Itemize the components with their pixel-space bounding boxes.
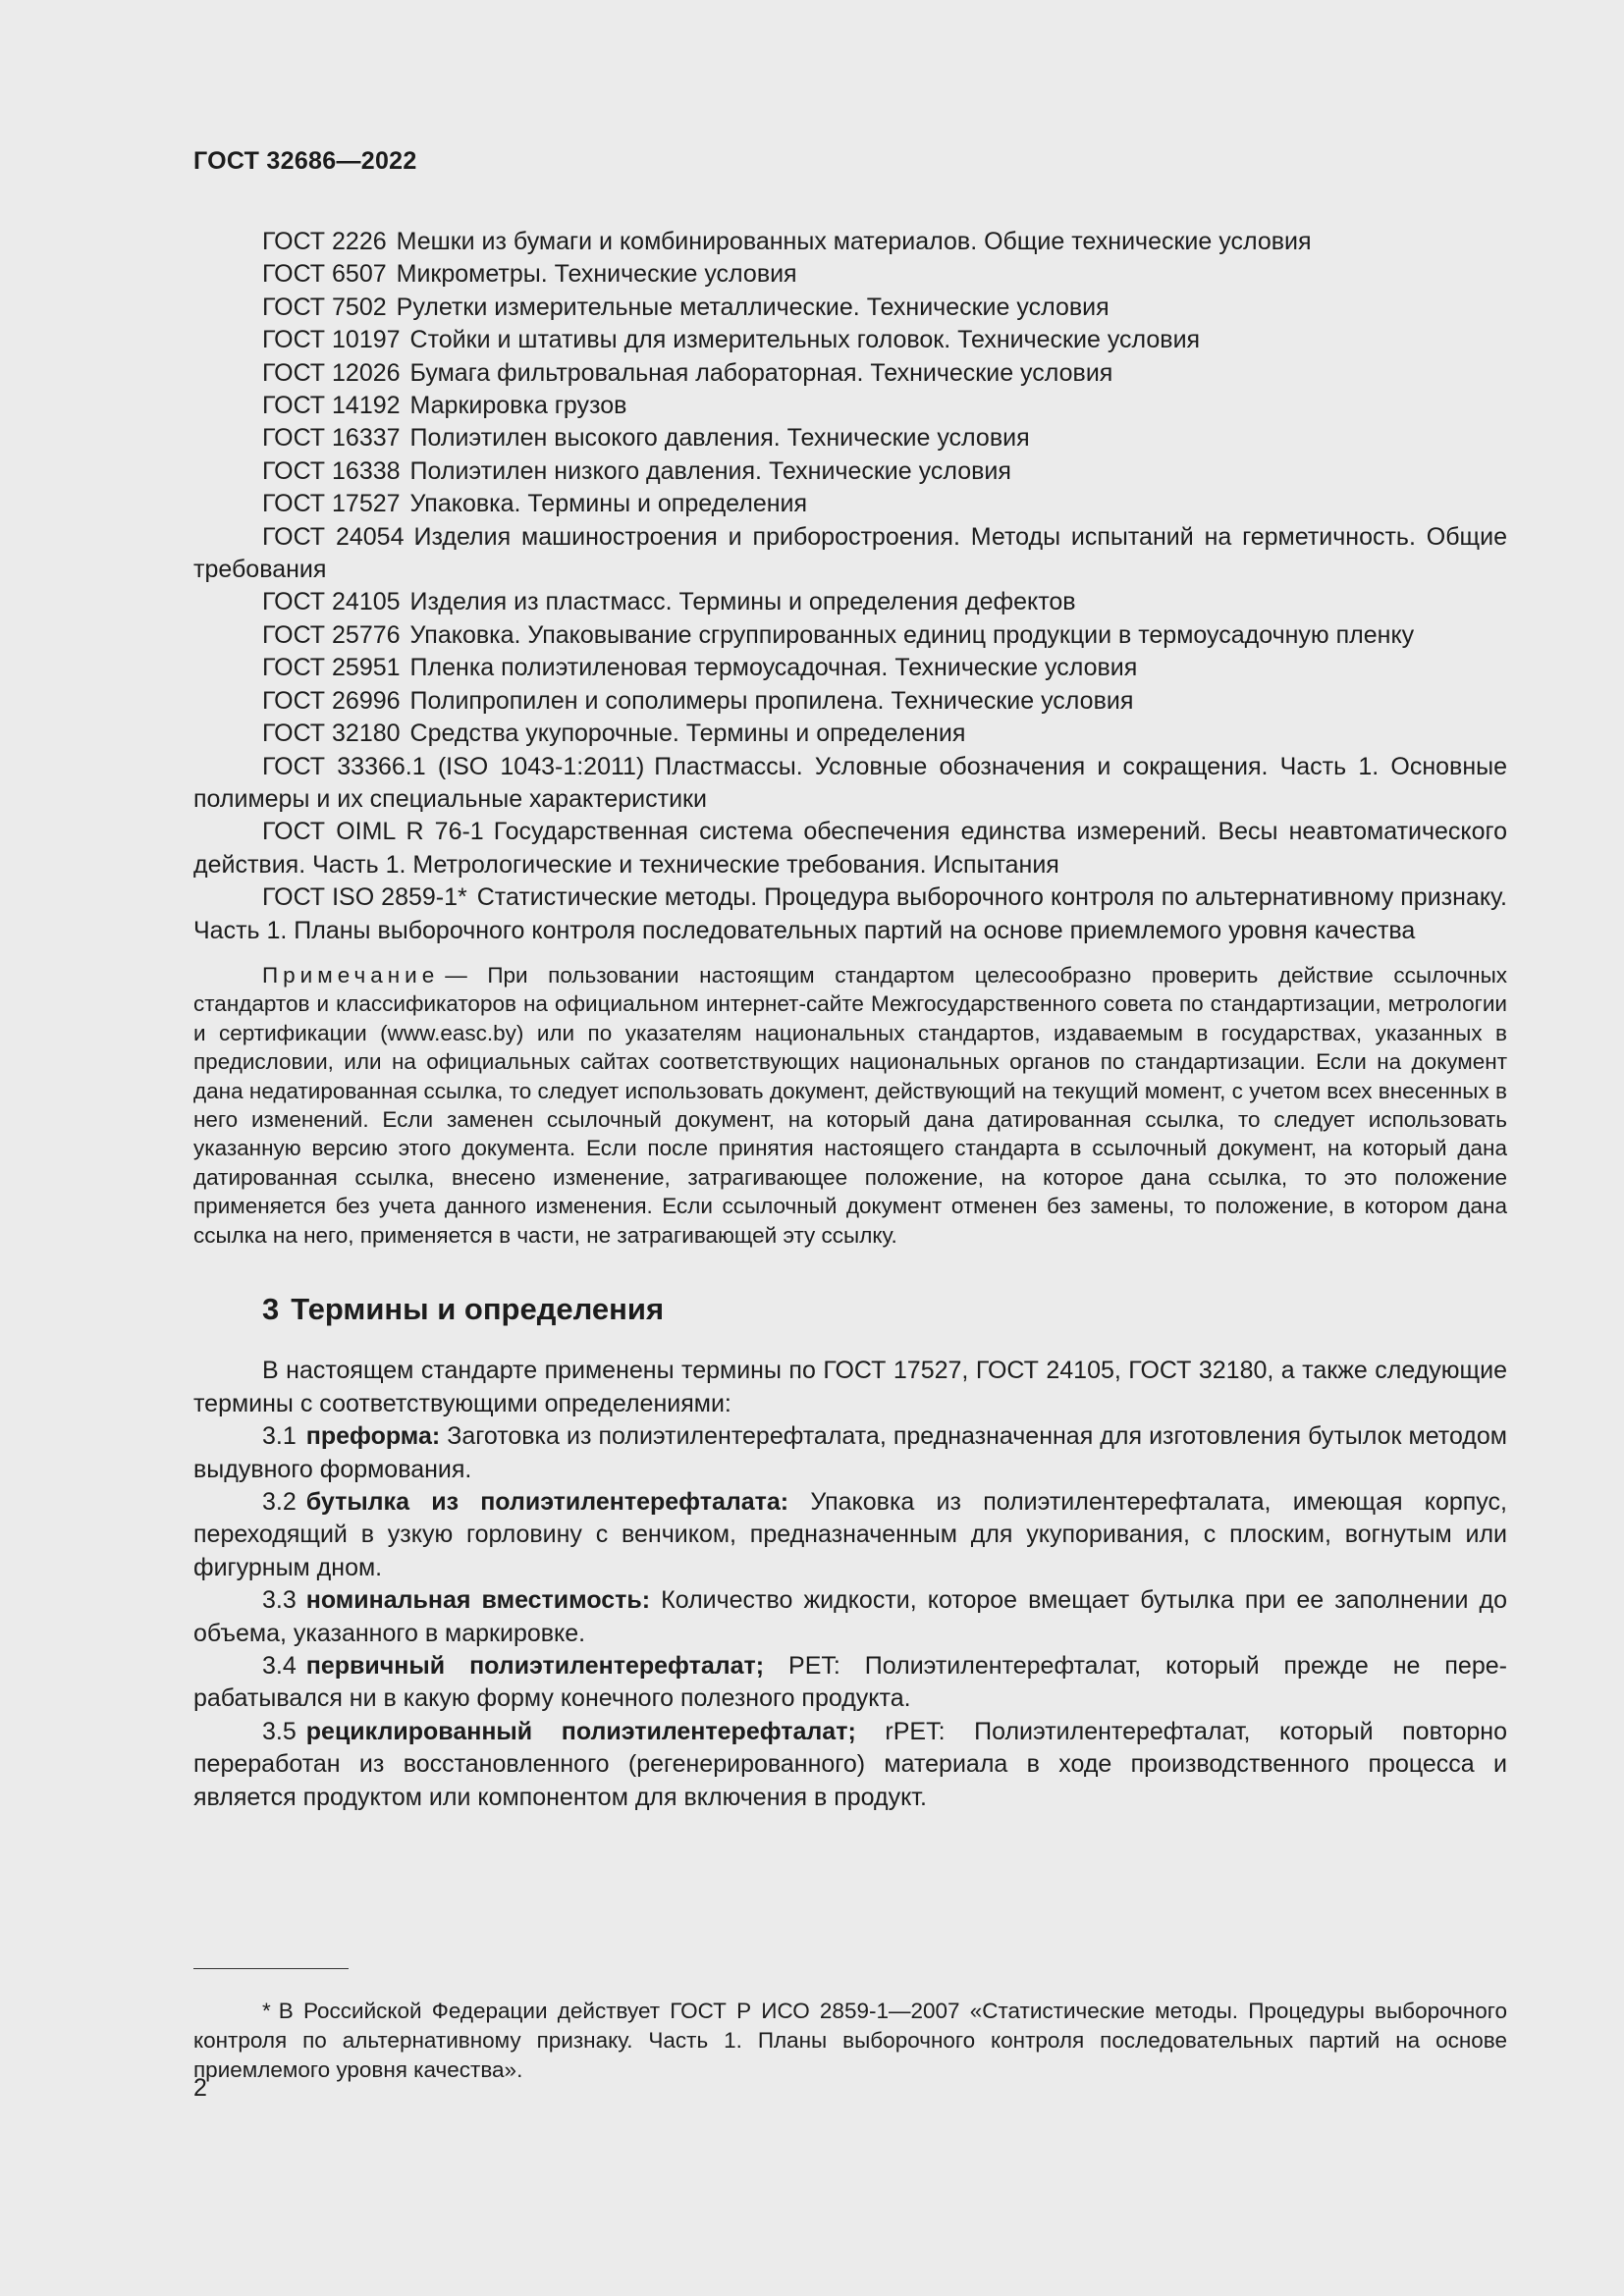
reference-title: Пластмассы. Условные обозначения и сокращения. Часть 1. Основные полимеры и их специальные характеристики bbox=[193, 752, 1507, 813]
reference-code: ГОСТ 10197 bbox=[262, 326, 401, 354]
reference-code: ГОСТ 24054 bbox=[262, 522, 405, 551]
reference-code: ГОСТ ISO 2859-1* bbox=[262, 883, 467, 912]
term-text: Заготовка из полиэтилентерефталата, предназначенная для изготовления бутылок методом выдувного формования. bbox=[193, 1422, 1507, 1483]
term-definition bbox=[193, 1650, 1507, 1716]
reference-title: Рулетки измерительные металлические. Технические условия bbox=[396, 293, 1110, 321]
reference-item bbox=[193, 521, 1507, 587]
reference-item bbox=[193, 455, 1507, 488]
reference-code: ГОСТ 14192 bbox=[262, 392, 401, 420]
reference-title: Изделия из пластмасс. Термины и определения дефектов bbox=[409, 588, 1076, 616]
term-number: 3.1 bbox=[262, 1422, 297, 1451]
term-number: 3.2 bbox=[262, 1488, 297, 1517]
reference-item bbox=[193, 422, 1507, 454]
section-heading bbox=[262, 1293, 1507, 1325]
term-text: Количество жидкости, которое вмещает бутылка при ее заполнении до объема, указанного в маркировке. bbox=[193, 1586, 1508, 1647]
reference-title: Государственная система обеспечения единства измерений. Весы неавтоматического действия. Часть 1. Метрологические и технические требования. Испытания bbox=[193, 818, 1508, 879]
term-name: номинальная вместимость: bbox=[305, 1586, 651, 1615]
reference-code: ГОСТ 6507 bbox=[262, 260, 387, 289]
reference-item bbox=[193, 685, 1507, 718]
reference-code: ГОСТ 33366.1 (ISO 1043-1:2011) bbox=[262, 752, 645, 780]
reference-item bbox=[193, 881, 1507, 947]
term-name: первичный полиэтилентерефталат; bbox=[305, 1652, 765, 1681]
reference-code: ГОСТ 32180 bbox=[262, 720, 401, 748]
reference-item bbox=[193, 292, 1507, 324]
reference-code: ГОСТ 16337 bbox=[262, 424, 401, 453]
reference-title: Бумага фильтровальная лабораторная. Технические условия bbox=[409, 358, 1113, 387]
reference-code: ГОСТ 7502 bbox=[262, 293, 387, 321]
reference-title: Полиэтилен низкого давления. Технические условия bbox=[409, 456, 1011, 485]
footnote-divider bbox=[193, 1968, 349, 1969]
page-header: ГОСТ 32686—2022 bbox=[193, 147, 417, 175]
reference-title: Микрометры. Технические условия bbox=[396, 260, 797, 289]
page-number: 2 bbox=[193, 2074, 207, 2102]
term-definition bbox=[193, 1486, 1507, 1584]
reference-title: Пленка полиэтиленовая термоусадочная. Технические условия bbox=[409, 654, 1138, 682]
reference-code: ГОСТ 12026 bbox=[262, 358, 401, 387]
term-text: PET: Полиэтилентерефталат, который прежде не перерабатывался ни в какую форму конечного полезного продукта. bbox=[193, 1652, 1507, 1713]
reference-title: Статистические методы. Процедура выборочного контроля по альтернативному признаку. Часть 1. Планы выборочного контроля последовательных партий на основе приемлемого уровня качества bbox=[193, 883, 1508, 944]
term-number: 3.4 bbox=[262, 1652, 297, 1681]
note-paragraph bbox=[193, 961, 1507, 1250]
section-title: Термины и определения bbox=[291, 1292, 665, 1326]
reference-item bbox=[193, 718, 1507, 750]
reference-item bbox=[193, 324, 1507, 356]
reference-code: ГОСТ 26996 bbox=[262, 686, 401, 715]
reference-code: ГОСТ 2226 bbox=[262, 228, 387, 255]
section-number: 3 bbox=[262, 1292, 280, 1326]
term-definition bbox=[193, 1716, 1507, 1814]
reference-code: ГОСТ 17527 bbox=[262, 490, 401, 518]
reference-code: ГОСТ 24105 bbox=[262, 588, 401, 616]
term-text: rPET: Полиэтилентерефталат, который повторно переработан из восстановленного (регенерированного) материала в ходе производственного процесса и является продуктом или компонентом для включения в продукт. bbox=[193, 1717, 1508, 1811]
reference-list bbox=[193, 226, 1507, 947]
reference-code: ГОСТ 16338 bbox=[262, 456, 401, 485]
reference-title: Упаковка. Термины и определения bbox=[409, 490, 808, 518]
reference-title: Полиэтилен высокого давления. Технические условия bbox=[409, 424, 1030, 453]
reference-title: Средства укупорочные. Термины и определения bbox=[409, 720, 966, 748]
footnote bbox=[193, 1997, 1507, 2085]
footnote-marker: * bbox=[262, 1998, 271, 2023]
reference-item bbox=[193, 258, 1507, 291]
reference-title: Полипропилен и сополимеры пропилена. Технические условия bbox=[409, 686, 1134, 715]
term-definition bbox=[193, 1584, 1507, 1650]
reference-item bbox=[193, 226, 1507, 258]
reference-code: ГОСТ OIML R 76-1 bbox=[262, 818, 484, 846]
footnote-text: В Российской Федерации действует ГОСТ Р ИСО 2859-1—2007 «Статистические методы. Процедуры выборочного контроля по альтернативному признаку. Часть 1. Планы выборочного контроля последовательных партий на основе приемлемого уровня качества». bbox=[193, 1998, 1507, 2082]
reference-title: Упаковка. Упаковывание сгруппированных единиц продукции в термоусадочную пленку bbox=[409, 620, 1415, 649]
reference-item bbox=[193, 652, 1507, 684]
term-definition bbox=[193, 1420, 1507, 1486]
note-label: Примечание bbox=[262, 962, 440, 988]
term-name: бутылка из полиэтилентерефталата: bbox=[305, 1488, 789, 1517]
reference-item bbox=[193, 488, 1507, 520]
term-name: преформа: bbox=[305, 1422, 441, 1451]
term-text: Упаковка из полиэтилентерефталата, имеющая корпус, переходящий в узкую горловину с венчиком, предназначенным для укупоривания, с плоским, вогнутым или фигурным дном. bbox=[193, 1488, 1507, 1581]
main-content bbox=[193, 226, 1507, 1814]
reference-title: Изделия машиностроения и приборостроения. Методы испытаний на герметичность. Общие требования bbox=[193, 522, 1507, 584]
reference-code: ГОСТ 25951 bbox=[262, 654, 401, 682]
reference-title: Мешки из бумаги и комбинированных материалов. Общие технические условия bbox=[396, 228, 1312, 255]
note-text: — При пользовании настоящим стандартом целесообразно проверить действие ссылочных стандартов и классификаторов на официальном интернет-сайте Межгосударственного совета по стандартизации, метрологии и сертификации (www.easc.by) или по указателям национальных стандартов, издаваемым в государствах, указанных в предисловии, или на официальных сайтах соответствующих национальных органов по стандартизации. Если на документ дана недатированная ссылка, то следует использовать документ, действующий на текущий момент, с учетом всех внесенных в него изменений. Если заменен ссылочный документ, на который дана датированная ссылка, то следует использовать указанную версию этого документа. Если после принятия настоящего стандарта в ссылочный документ, на который дана датированная ссылка, внесено изменение, затрагивающее положение, на которое дана ссылка, то это положение применяется без учета данного изменения. Если ссылочный документ отменен без замены, то положение, в котором дана ссылка на него, применяется в части, не затрагивающей эту ссылку. bbox=[193, 962, 1507, 1248]
reference-item bbox=[193, 619, 1507, 652]
reference-item bbox=[193, 357, 1507, 390]
term-number: 3.3 bbox=[262, 1586, 297, 1615]
term-name: рециклированный полиэтилентерефталат; bbox=[305, 1717, 856, 1745]
term-number: 3.5 bbox=[262, 1717, 297, 1745]
reference-title: Стойки и штативы для измерительных головок. Технические условия bbox=[409, 326, 1201, 354]
reference-item bbox=[193, 390, 1507, 422]
reference-title: Маркировка грузов bbox=[409, 392, 627, 420]
reference-code: ГОСТ 25776 bbox=[262, 620, 401, 649]
reference-item bbox=[193, 816, 1507, 881]
reference-item bbox=[193, 586, 1507, 618]
reference-item bbox=[193, 751, 1507, 817]
section-intro: В настоящем стандарте применены термины по ГОСТ 17527, ГОСТ 24105, ГОСТ 32180, а также следующие термины с соответствующими определениями: bbox=[193, 1357, 1507, 1417]
